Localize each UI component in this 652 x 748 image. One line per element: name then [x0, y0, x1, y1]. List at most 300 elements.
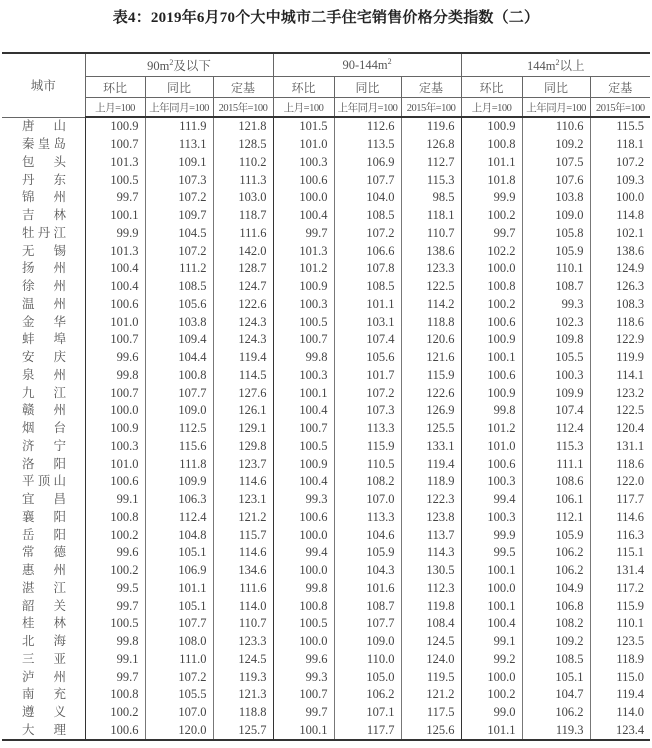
value-cell: 114.0	[213, 597, 273, 615]
value-cell: 99.6	[85, 544, 145, 562]
value-cell: 114.8	[590, 207, 650, 225]
value-cell: 100.0	[273, 633, 334, 651]
value-cell: 138.6	[401, 242, 461, 260]
sub-header-3: 环比	[273, 77, 334, 98]
value-cell: 115.5	[590, 117, 650, 136]
value-cell: 105.5	[145, 686, 213, 704]
city-cell	[2, 420, 85, 438]
table-row	[2, 260, 650, 278]
table-row	[2, 544, 650, 562]
group-header-90-and-below: $90m^2$及以下	[85, 53, 273, 77]
value-cell: 120.0	[145, 722, 213, 741]
group-header-144-above: $144m^2$以上	[461, 53, 650, 77]
value-cell: 101.1	[461, 154, 522, 172]
city-cell	[2, 331, 85, 349]
value-cell: 100.0	[461, 668, 522, 686]
city-name: 大理	[22, 722, 66, 737]
city-name: 平顶山	[22, 474, 66, 489]
value-cell: 99.8	[273, 580, 334, 598]
value-cell: 100.3	[273, 296, 334, 314]
city-name: 唐山	[22, 119, 66, 134]
value-cell: 107.7	[334, 615, 401, 633]
value-cell: 100.6	[85, 296, 145, 314]
value-cell: 128.5	[213, 136, 273, 154]
value-cell: 104.0	[334, 189, 401, 207]
value-cell: 107.3	[145, 171, 213, 189]
header-sub-row	[2, 77, 650, 98]
value-cell: 100.6	[85, 473, 145, 491]
value-cell: 119.4	[213, 349, 273, 367]
value-cell: 99.9	[85, 225, 145, 243]
value-cell: 110.1	[590, 615, 650, 633]
value-cell: 100.6	[273, 171, 334, 189]
value-cell: 123.5	[590, 633, 650, 651]
value-cell: 115.9	[590, 597, 650, 615]
value-cell: 99.7	[273, 225, 334, 243]
table-row	[2, 242, 650, 260]
value-cell: 106.2	[522, 562, 590, 580]
value-cell: 128.7	[213, 260, 273, 278]
city-cell	[2, 260, 85, 278]
table-row	[2, 384, 650, 402]
value-cell: 119.3	[522, 722, 590, 741]
value-cell: 99.5	[85, 580, 145, 598]
value-cell: 121.6	[401, 349, 461, 367]
city-cell	[2, 278, 85, 296]
value-cell: 114.0	[590, 704, 650, 722]
value-cell: 101.3	[85, 242, 145, 260]
value-cell: 100.0	[590, 189, 650, 207]
value-cell: 100.1	[273, 722, 334, 741]
value-cell: 100.0	[273, 562, 334, 580]
value-cell: 100.5	[85, 171, 145, 189]
value-cell: 118.8	[213, 704, 273, 722]
value-cell: 99.8	[85, 367, 145, 385]
value-cell: 104.9	[522, 580, 590, 598]
city-cell	[2, 367, 85, 385]
value-cell: 106.3	[145, 491, 213, 509]
value-cell: 103.8	[522, 189, 590, 207]
value-cell: 119.3	[213, 668, 273, 686]
base-header-2: 2015年=100	[213, 98, 273, 118]
value-cell: 100.5	[273, 438, 334, 456]
value-cell: 123.8	[401, 509, 461, 527]
value-cell: 109.8	[522, 331, 590, 349]
value-cell: 119.6	[401, 117, 461, 136]
value-cell: 101.7	[334, 367, 401, 385]
value-cell: 100.6	[273, 509, 334, 527]
table-row	[2, 367, 650, 385]
value-cell: 108.5	[522, 651, 590, 669]
value-cell: 107.8	[334, 260, 401, 278]
table-row	[2, 313, 650, 331]
value-cell: 100.1	[461, 349, 522, 367]
table-row	[2, 651, 650, 669]
city-name: 洛阳	[22, 456, 66, 471]
value-cell: 101.2	[273, 260, 334, 278]
value-cell: 103.8	[145, 313, 213, 331]
value-cell: 122.9	[590, 331, 650, 349]
value-cell: 109.0	[145, 402, 213, 420]
city-cell	[2, 473, 85, 491]
table-row	[2, 580, 650, 598]
value-cell: 100.9	[85, 420, 145, 438]
value-cell: 106.8	[522, 597, 590, 615]
value-cell: 100.1	[461, 597, 522, 615]
value-cell: 109.9	[522, 384, 590, 402]
city-name: 无锡	[22, 243, 66, 258]
value-cell: 124.0	[401, 651, 461, 669]
table-row	[2, 455, 650, 473]
value-cell: 110.0	[334, 651, 401, 669]
sub-header-0: 环比	[85, 77, 145, 98]
value-cell: 100.8	[273, 597, 334, 615]
table-row	[2, 349, 650, 367]
value-cell: 102.2	[461, 242, 522, 260]
city-cell	[2, 491, 85, 509]
value-cell: 99.4	[461, 491, 522, 509]
value-cell: 105.1	[145, 597, 213, 615]
header-group-row	[2, 53, 650, 77]
value-cell: 129.8	[213, 438, 273, 456]
value-cell: 113.7	[401, 526, 461, 544]
value-cell: 109.2	[522, 136, 590, 154]
value-cell: 105.6	[145, 296, 213, 314]
value-cell: 112.6	[334, 117, 401, 136]
value-cell: 118.1	[401, 207, 461, 225]
value-cell: 113.3	[334, 420, 401, 438]
value-cell: 105.9	[522, 526, 590, 544]
value-cell: 104.8	[145, 526, 213, 544]
value-cell: 126.1	[213, 402, 273, 420]
value-cell: 118.6	[590, 455, 650, 473]
value-cell: 124.5	[213, 651, 273, 669]
value-cell: 118.9	[401, 473, 461, 491]
table-row	[2, 154, 650, 172]
city-name: 韶关	[22, 598, 66, 613]
value-cell: 114.3	[401, 544, 461, 562]
city-name: 北海	[22, 634, 66, 649]
city-column-header: 城市	[2, 53, 85, 117]
value-cell: 100.6	[461, 455, 522, 473]
value-cell: 126.9	[401, 402, 461, 420]
city-name: 徐州	[22, 279, 66, 294]
value-cell: 104.6	[334, 526, 401, 544]
value-cell: 121.2	[401, 686, 461, 704]
city-cell	[2, 384, 85, 402]
value-cell: 110.7	[401, 225, 461, 243]
table-row	[2, 473, 650, 491]
value-cell: 114.6	[213, 473, 273, 491]
value-cell: 100.7	[273, 686, 334, 704]
value-cell: 123.1	[213, 491, 273, 509]
value-cell: 109.7	[145, 207, 213, 225]
value-cell: 107.7	[145, 615, 213, 633]
base-header-3: 上月=100	[273, 98, 334, 118]
value-cell: 100.8	[85, 686, 145, 704]
value-cell: 107.2	[145, 668, 213, 686]
value-cell: 110.1	[522, 260, 590, 278]
value-cell: 109.1	[145, 154, 213, 172]
value-cell: 100.4	[273, 473, 334, 491]
value-cell: 115.9	[401, 367, 461, 385]
city-name: 遵义	[22, 705, 66, 720]
value-cell: 115.1	[590, 544, 650, 562]
city-name: 牡丹江	[22, 225, 66, 240]
sub-header-2: 定基	[213, 77, 273, 98]
value-cell: 100.8	[461, 136, 522, 154]
table-row	[2, 491, 650, 509]
city-cell	[2, 615, 85, 633]
value-cell: 102.3	[522, 313, 590, 331]
value-cell: 107.3	[334, 402, 401, 420]
value-cell: 113.5	[334, 136, 401, 154]
value-cell: 131.1	[590, 438, 650, 456]
value-cell: 117.7	[590, 491, 650, 509]
value-cell: 122.5	[590, 402, 650, 420]
value-cell: 99.7	[461, 225, 522, 243]
value-cell: 126.8	[401, 136, 461, 154]
table-row	[2, 225, 650, 243]
value-cell: 115.9	[334, 438, 401, 456]
value-cell: 100.7	[273, 331, 334, 349]
value-cell: 100.4	[85, 278, 145, 296]
value-cell: 106.9	[145, 562, 213, 580]
value-cell: 112.3	[401, 580, 461, 598]
city-name: 蚌埠	[22, 332, 66, 347]
city-cell	[2, 136, 85, 154]
value-cell: 106.6	[334, 242, 401, 260]
value-cell: 100.8	[145, 367, 213, 385]
value-cell: 100.5	[273, 313, 334, 331]
value-cell: 121.3	[213, 686, 273, 704]
value-cell: 117.2	[590, 580, 650, 598]
value-cell: 117.7	[334, 722, 401, 741]
city-cell	[2, 117, 85, 136]
value-cell: 101.1	[461, 722, 522, 741]
value-cell: 125.5	[401, 420, 461, 438]
value-cell: 100.0	[273, 189, 334, 207]
value-cell: 114.6	[213, 544, 273, 562]
value-cell: 101.2	[461, 420, 522, 438]
table-row	[2, 526, 650, 544]
value-cell: 116.3	[590, 526, 650, 544]
value-cell: 110.2	[213, 154, 273, 172]
sub-header-8: 定基	[590, 77, 650, 98]
value-cell: 100.2	[461, 296, 522, 314]
value-cell: 111.0	[145, 651, 213, 669]
value-cell: 100.6	[461, 367, 522, 385]
value-cell: 99.4	[273, 544, 334, 562]
value-cell: 105.9	[334, 544, 401, 562]
sub-header-6: 环比	[461, 77, 522, 98]
value-cell: 99.7	[85, 597, 145, 615]
value-cell: 118.8	[401, 313, 461, 331]
value-cell: 108.5	[334, 207, 401, 225]
value-cell: 110.7	[213, 615, 273, 633]
value-cell: 107.2	[334, 384, 401, 402]
city-name: 泉州	[22, 367, 66, 382]
value-cell: 107.6	[522, 171, 590, 189]
price-index-table	[2, 52, 650, 741]
city-cell	[2, 597, 85, 615]
value-cell: 100.4	[273, 402, 334, 420]
value-cell: 101.0	[85, 455, 145, 473]
sub-header-4: 同比	[334, 77, 401, 98]
value-cell: 138.6	[590, 242, 650, 260]
value-cell: 100.5	[273, 615, 334, 633]
value-cell: 107.2	[145, 242, 213, 260]
city-cell	[2, 686, 85, 704]
value-cell: 134.6	[213, 562, 273, 580]
city-name: 包头	[22, 154, 66, 169]
value-cell: 100.0	[461, 260, 522, 278]
base-header-6: 上月=100	[461, 98, 522, 118]
value-cell: 101.0	[85, 313, 145, 331]
value-cell: 111.9	[145, 117, 213, 136]
value-cell: 120.4	[590, 420, 650, 438]
value-cell: 100.0	[273, 526, 334, 544]
value-cell: 115.0	[590, 668, 650, 686]
value-cell: 125.6	[401, 722, 461, 741]
value-cell: 108.4	[401, 615, 461, 633]
value-cell: 112.1	[522, 509, 590, 527]
value-cell: 124.3	[213, 313, 273, 331]
base-header-0: 上月=100	[85, 98, 145, 118]
value-cell: 100.1	[85, 207, 145, 225]
city-cell	[2, 668, 85, 686]
value-cell: 124.5	[401, 633, 461, 651]
table-row	[2, 331, 650, 349]
value-cell: 109.4	[145, 331, 213, 349]
value-cell: 99.7	[85, 189, 145, 207]
value-cell: 122.0	[590, 473, 650, 491]
value-cell: 100.3	[461, 473, 522, 491]
sub-header-1: 同比	[145, 77, 213, 98]
value-cell: 101.6	[334, 580, 401, 598]
value-cell: 100.8	[461, 278, 522, 296]
table-row	[2, 189, 650, 207]
city-cell	[2, 455, 85, 473]
city-cell	[2, 313, 85, 331]
value-cell: 106.2	[522, 704, 590, 722]
city-name: 烟台	[22, 421, 66, 436]
value-cell: 101.3	[273, 242, 334, 260]
value-cell: 113.3	[334, 509, 401, 527]
value-cell: 101.1	[145, 580, 213, 598]
value-cell: 111.3	[213, 171, 273, 189]
value-cell: 100.1	[273, 384, 334, 402]
value-cell: 100.2	[85, 704, 145, 722]
value-cell: 108.7	[334, 597, 401, 615]
value-cell: 124.3	[213, 331, 273, 349]
base-header-7: 上年同月=100	[522, 98, 590, 118]
city-cell	[2, 189, 85, 207]
sub-header-5: 定基	[401, 77, 461, 98]
city-name: 惠州	[22, 563, 66, 578]
value-cell: 100.0	[85, 402, 145, 420]
city-name: 宜昌	[22, 492, 66, 507]
value-cell: 99.7	[273, 704, 334, 722]
table-row	[2, 615, 650, 633]
value-cell: 99.1	[85, 651, 145, 669]
value-cell: 111.6	[213, 225, 273, 243]
city-name: 桂林	[22, 616, 66, 631]
value-cell: 100.0	[461, 580, 522, 598]
city-cell	[2, 651, 85, 669]
header-base-row	[2, 98, 650, 118]
table-row	[2, 438, 650, 456]
value-cell: 99.8	[461, 402, 522, 420]
value-cell: 104.7	[522, 686, 590, 704]
value-cell: 124.9	[590, 260, 650, 278]
city-name: 安庆	[22, 350, 66, 365]
value-cell: 99.5	[461, 544, 522, 562]
value-cell: 99.1	[461, 633, 522, 651]
value-cell: 122.6	[213, 296, 273, 314]
city-cell	[2, 704, 85, 722]
value-cell: 108.0	[145, 633, 213, 651]
value-cell: 114.2	[401, 296, 461, 314]
value-cell: 99.3	[273, 491, 334, 509]
value-cell: 117.5	[401, 704, 461, 722]
city-cell	[2, 633, 85, 651]
value-cell: 115.6	[145, 438, 213, 456]
value-cell: 100.8	[85, 509, 145, 527]
value-cell: 133.1	[401, 438, 461, 456]
city-cell	[2, 526, 85, 544]
value-cell: 104.4	[145, 349, 213, 367]
value-cell: 119.4	[401, 455, 461, 473]
value-cell: 114.1	[590, 367, 650, 385]
table-title: 表4：2019年6月70个大中城市二手住宅销售价格分类指数（二）	[112, 10, 540, 26]
city-cell	[2, 225, 85, 243]
city-cell	[2, 562, 85, 580]
value-cell: 119.5	[401, 668, 461, 686]
value-cell: 119.4	[590, 686, 650, 704]
value-cell: 99.0	[461, 704, 522, 722]
table-row	[2, 278, 650, 296]
value-cell: 100.7	[273, 420, 334, 438]
value-cell: 122.3	[401, 491, 461, 509]
value-cell: 125.7	[213, 722, 273, 741]
city-name: 岳阳	[22, 527, 66, 542]
value-cell: 100.4	[461, 615, 522, 633]
value-cell: 99.9	[461, 526, 522, 544]
value-cell: 106.2	[334, 686, 401, 704]
table-row	[2, 207, 650, 225]
value-cell: 99.1	[85, 491, 145, 509]
city-cell	[2, 544, 85, 562]
base-header-4: 上年同月=100	[334, 98, 401, 118]
city-name: 湛江	[22, 580, 66, 595]
value-cell: 100.3	[273, 367, 334, 385]
value-cell: 109.0	[334, 633, 401, 651]
value-cell: 100.9	[461, 331, 522, 349]
city-name: 泸州	[22, 669, 66, 684]
city-cell	[2, 154, 85, 172]
value-cell: 105.0	[334, 668, 401, 686]
value-cell: 110.6	[522, 117, 590, 136]
value-cell: 100.2	[85, 526, 145, 544]
value-cell: 121.2	[213, 509, 273, 527]
table-row	[2, 171, 650, 189]
value-cell: 107.4	[334, 331, 401, 349]
value-cell: 100.6	[461, 313, 522, 331]
value-cell: 120.6	[401, 331, 461, 349]
city-cell	[2, 242, 85, 260]
table-row	[2, 136, 650, 154]
